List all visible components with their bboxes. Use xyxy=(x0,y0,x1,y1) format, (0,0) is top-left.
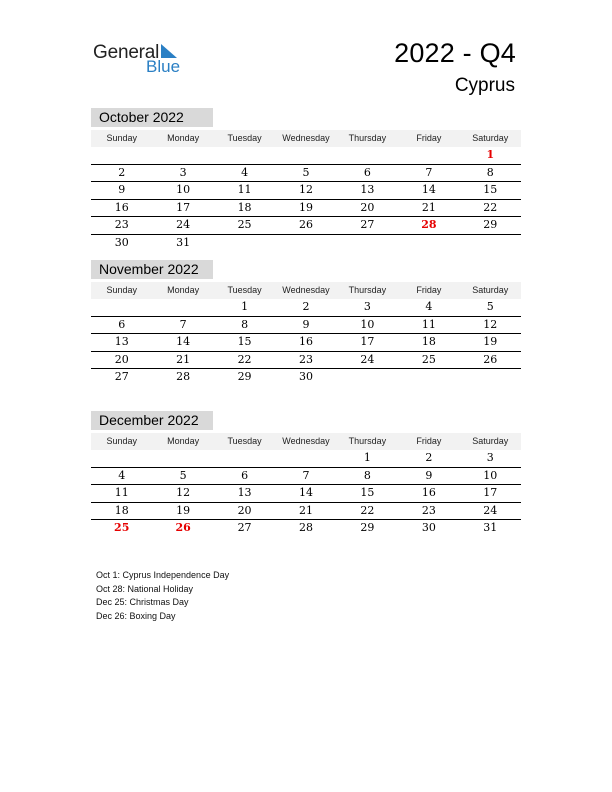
day-cell: 2 xyxy=(425,451,433,464)
day-cell: 10 xyxy=(360,317,375,331)
weekday-header-row xyxy=(91,130,521,147)
holiday-note: Dec 26: Boxing Day xyxy=(96,610,176,621)
day-cell xyxy=(91,147,152,164)
day-cell: 1 xyxy=(363,451,371,464)
weekday-header-row xyxy=(91,282,521,299)
day-cell xyxy=(460,369,521,386)
day-cell: 29 xyxy=(237,370,252,383)
week-row xyxy=(91,450,521,468)
week-row xyxy=(91,217,521,235)
holiday-note: Dec 25: Christmas Day xyxy=(96,597,189,607)
day-cell xyxy=(398,369,459,386)
weekday-header-row xyxy=(91,433,521,450)
month-calendar-december xyxy=(91,411,521,537)
day-cell: 10 xyxy=(483,468,498,482)
weekday-label: Tuesday xyxy=(227,285,262,295)
day-cell: 27 xyxy=(237,521,252,534)
day-cell: 13 xyxy=(114,335,129,348)
day-cell: 30 xyxy=(114,235,129,249)
day-cell: 1 xyxy=(486,148,495,161)
day-cell: 22 xyxy=(360,503,375,517)
day-cell: 21 xyxy=(176,352,191,366)
week-row xyxy=(91,200,521,218)
logo-general-text: General xyxy=(93,42,160,63)
day-cell: 13 xyxy=(237,486,252,499)
day-cell xyxy=(337,235,398,252)
weekday-label: Friday xyxy=(416,133,442,143)
day-cell: 21 xyxy=(421,200,436,214)
week-row xyxy=(91,299,521,317)
weekday-label: Saturday xyxy=(472,436,509,446)
day-cell xyxy=(398,147,459,164)
weekday-label: Monday xyxy=(167,285,200,295)
weekday-label: Thursday xyxy=(348,285,387,295)
day-cell: 9 xyxy=(302,317,310,331)
day-cell: 23 xyxy=(114,218,129,231)
day-cell: 8 xyxy=(363,468,371,482)
day-cell: 28 xyxy=(421,218,437,231)
month-title: December 2022 xyxy=(91,411,213,430)
day-cell: 4 xyxy=(425,300,433,313)
day-cell xyxy=(460,235,521,252)
week-row xyxy=(91,352,521,370)
day-cell: 16 xyxy=(114,200,129,214)
day-cell: 5 xyxy=(486,300,494,313)
day-cell: 19 xyxy=(176,503,191,517)
day-cell: 3 xyxy=(363,300,371,313)
day-cell: 24 xyxy=(483,503,498,517)
day-cell: 21 xyxy=(298,503,313,517)
weekday-label: Thursday xyxy=(348,133,387,143)
day-cell: 8 xyxy=(486,165,494,179)
day-cell xyxy=(337,369,398,386)
day-cell: 3 xyxy=(179,165,187,179)
day-cell: 29 xyxy=(483,218,498,231)
day-cell: 9 xyxy=(425,468,433,482)
day-cell: 16 xyxy=(421,486,436,499)
day-cell xyxy=(337,147,398,164)
weekday-label: Saturday xyxy=(472,285,509,295)
day-cell: 30 xyxy=(421,521,436,534)
month-calendar-october xyxy=(91,108,521,251)
day-cell: 19 xyxy=(298,200,313,214)
weekday-label: Monday xyxy=(167,133,200,143)
week-row xyxy=(91,485,521,503)
day-cell: 23 xyxy=(298,352,313,366)
week-row xyxy=(91,468,521,486)
day-cell: 15 xyxy=(483,183,498,196)
day-cell: 10 xyxy=(176,183,191,196)
day-cell: 18 xyxy=(114,503,129,517)
day-cell xyxy=(398,235,459,252)
weekday-label: Saturday xyxy=(472,133,509,143)
week-row xyxy=(91,147,521,165)
day-cell xyxy=(275,450,336,467)
day-cell: 25 xyxy=(421,352,436,366)
day-cell: 25 xyxy=(237,218,252,231)
day-cell: 1 xyxy=(241,300,249,313)
day-cell: 9 xyxy=(118,183,126,196)
day-cell: 4 xyxy=(118,468,126,482)
day-cell: 23 xyxy=(421,503,436,517)
weekday-label: Sunday xyxy=(106,436,137,446)
weekday-label: Friday xyxy=(416,285,442,295)
weekday-label: Wednesday xyxy=(282,436,330,446)
day-cell: 7 xyxy=(302,468,310,482)
day-cell: 24 xyxy=(360,352,375,366)
day-cell: 6 xyxy=(241,468,249,482)
day-cell xyxy=(152,147,213,164)
day-cell: 13 xyxy=(360,183,375,196)
day-cell: 30 xyxy=(298,370,313,383)
month-title: November 2022 xyxy=(91,260,213,279)
week-row xyxy=(91,235,521,252)
day-cell: 14 xyxy=(421,183,436,196)
week-row xyxy=(91,165,521,183)
country-name: Cyprus xyxy=(454,75,515,96)
day-cell: 25 xyxy=(114,521,130,534)
day-cell: 20 xyxy=(360,200,375,214)
day-cell: 26 xyxy=(175,521,191,534)
day-cell: 26 xyxy=(483,352,498,366)
day-cell xyxy=(152,450,213,467)
day-cell: 27 xyxy=(360,218,375,231)
day-cell: 12 xyxy=(298,183,313,196)
day-cell: 6 xyxy=(118,317,126,331)
day-cell: 15 xyxy=(237,335,252,348)
week-row xyxy=(91,334,521,352)
day-cell: 16 xyxy=(298,335,313,348)
weekday-label: Wednesday xyxy=(282,285,330,295)
day-cell: 31 xyxy=(483,521,498,534)
month-title: October 2022 xyxy=(91,108,213,127)
day-cell: 11 xyxy=(237,183,252,196)
weekday-label: Thursday xyxy=(348,436,387,446)
weekday-label: Monday xyxy=(167,436,200,446)
day-cell: 27 xyxy=(114,370,129,383)
day-cell xyxy=(152,299,213,316)
day-cell: 5 xyxy=(179,468,187,482)
day-cell: 8 xyxy=(241,317,249,331)
day-cell xyxy=(275,235,336,252)
day-cell: 19 xyxy=(483,335,498,348)
weekday-label: Sunday xyxy=(106,133,137,143)
week-row xyxy=(91,369,521,386)
generalblue-logo xyxy=(93,40,193,80)
day-cell: 17 xyxy=(176,200,191,214)
day-cell xyxy=(214,235,275,252)
day-cell: 28 xyxy=(176,370,191,383)
weekday-label: Tuesday xyxy=(227,436,262,446)
day-cell: 24 xyxy=(176,218,191,231)
logo-blue-text: Blue xyxy=(146,57,181,76)
weekday-label: Wednesday xyxy=(282,133,330,143)
holiday-note: Oct 28: National Holiday xyxy=(96,583,194,594)
day-cell: 3 xyxy=(486,451,494,464)
day-cell: 12 xyxy=(176,486,191,499)
holiday-notes xyxy=(96,569,229,623)
day-cell: 20 xyxy=(114,352,129,366)
holiday-note: Oct 1: Cyprus Independence Day xyxy=(96,570,230,580)
day-cell: 22 xyxy=(237,352,252,366)
day-cell xyxy=(91,299,152,316)
day-cell: 11 xyxy=(421,317,436,331)
day-cell: 12 xyxy=(483,317,498,331)
week-row xyxy=(91,520,521,537)
day-cell: 28 xyxy=(298,521,313,534)
day-cell: 11 xyxy=(114,486,129,499)
day-cell: 2 xyxy=(302,300,310,313)
weekday-label: Friday xyxy=(416,436,442,446)
week-row xyxy=(91,503,521,521)
day-cell: 17 xyxy=(360,335,375,348)
day-cell: 20 xyxy=(237,503,252,517)
day-cell: 22 xyxy=(483,200,498,214)
day-cell: 18 xyxy=(421,335,436,348)
week-row xyxy=(91,317,521,335)
day-cell: 15 xyxy=(360,486,375,499)
page-title: 2022 - Q4 xyxy=(394,38,516,68)
day-cell: 29 xyxy=(360,521,375,534)
day-cell xyxy=(214,450,275,467)
day-cell xyxy=(275,147,336,164)
day-cell: 14 xyxy=(176,335,191,348)
day-cell: 18 xyxy=(237,200,252,214)
day-cell: 6 xyxy=(363,165,371,179)
day-cell: 7 xyxy=(179,317,187,331)
day-cell: 14 xyxy=(298,486,313,499)
day-cell xyxy=(214,147,275,164)
month-calendar-november xyxy=(91,260,521,386)
day-cell: 5 xyxy=(302,165,310,179)
day-cell: 17 xyxy=(483,486,498,499)
weekday-label: Sunday xyxy=(106,285,137,295)
day-cell xyxy=(91,450,152,467)
day-cell: 31 xyxy=(176,235,191,249)
week-row xyxy=(91,182,521,200)
day-cell: 4 xyxy=(241,165,249,179)
day-cell: 7 xyxy=(425,165,433,179)
weekday-label: Tuesday xyxy=(227,133,262,143)
day-cell: 2 xyxy=(118,165,126,179)
day-cell: 26 xyxy=(298,218,313,231)
